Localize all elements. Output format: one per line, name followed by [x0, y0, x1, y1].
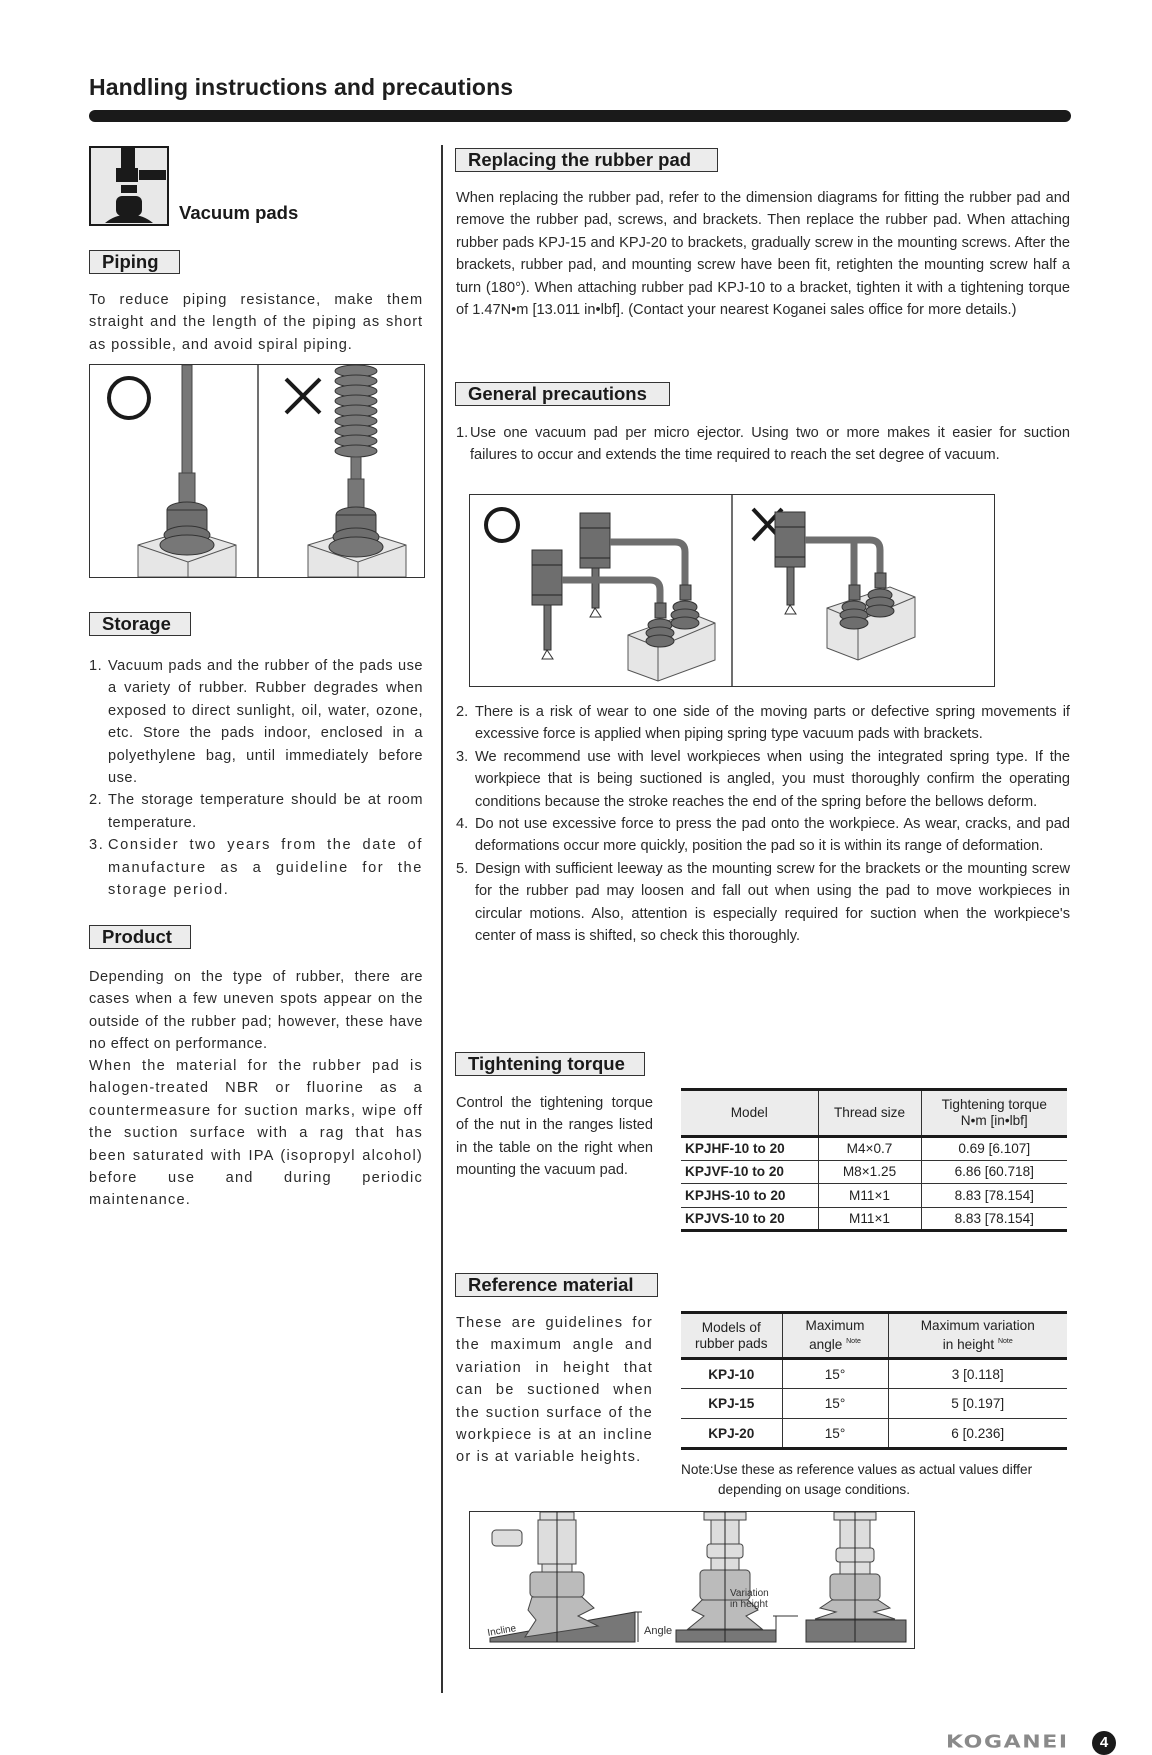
list-item: 4. Do not use excessive force to press the pad onto the workpiece. As wear, cracks, and pad deformations occur more quickly, position the pad so it is within its range of deformation. — [456, 816, 1070, 855]
title-rule — [89, 110, 1071, 122]
col-header-torque: Tightening torque N•m [in•lbf] — [921, 1090, 1067, 1137]
svg-text:Variation: Variation — [730, 1588, 769, 1599]
section-heading-general: General precautions — [455, 382, 670, 406]
svg-text:Incline: Incline — [486, 1623, 517, 1639]
section-heading-storage: Storage — [89, 612, 191, 636]
ejector-figure — [469, 494, 995, 687]
column-divider — [441, 145, 443, 1693]
reference-note: Note:Use these as reference values as actual values differ — [681, 1462, 1033, 1477]
general-list-1 — [456, 422, 1070, 467]
reference-table — [681, 1311, 1067, 1450]
svg-text:in height: in height — [730, 1599, 768, 1610]
section-heading-torque: Tightening torque — [455, 1052, 645, 1076]
incline-height-figure — [469, 1511, 915, 1649]
storage-list — [89, 655, 423, 901]
col-header-models: Models of rubber pads — [681, 1313, 782, 1359]
category-label: Vacuum pads — [179, 202, 299, 223]
page-title: Handling instructions and precautions — [89, 74, 514, 100]
table-row: KPJ-15 15° 5 [0.197] — [681, 1389, 1067, 1419]
list-item: 1. Use one vacuum pad per micro ejector. Using two or more makes it easier for suction failures to occur and extends the time required to reach the set degree of vacuum. — [456, 425, 1070, 464]
reference-text: These are guidelines for the maximum angle and variation in height that can be suctioned when the suction surface of the workpiece is at an incline or is at variable heights. — [456, 1315, 653, 1466]
table-row: KPJHS-10 to 20 M11×1 8.83 [78.154] — [681, 1184, 1067, 1208]
list-item: 3. We recommend use with level workpieces when using the integrated spring type. If the workpiece that is being suctioned is angled, you must thoroughly confirm the operating conditions because the stroke reaches the end of the spring before the bellows deform. — [456, 748, 1070, 810]
product-text-1: Depending on the type of rubber, there are cases when a few uneven spots appear on the outside of the rubber pad; however, these have no effect on performance. — [89, 969, 423, 1053]
page-number: 4 — [1092, 1731, 1116, 1755]
list-item: 5. Design with sufficient leeway as the mounting screw for the brackets or the mounting screw for the rubber pad may loosen and fall out when using the pad to move workpieces in circular motions. Also, attention is especially required for suction when the workpiece's center of mass is shifted, so check this thoroughly. — [456, 860, 1070, 945]
table-row: KPJ-10 15° 3 [0.118] — [681, 1359, 1067, 1389]
product-text-2: When the material for the rubber pad is halogen-treated NBR or fluorine as a countermeasure for suction marks, wipe off the suction surface with a rag that has been saturated with IPA (isopropyl alcohol) before use and during periodic maintenance. — [89, 1058, 423, 1209]
list-item: 2. There is a risk of wear to one side of the moving parts or defective spring movements if excessive force is applied when piping spring type vacuum pads with brackets. — [456, 704, 1070, 743]
svg-text:Angle: Angle — [644, 1625, 673, 1637]
koganei-logo: KOGANEI — [946, 1732, 1069, 1753]
table-row: KPJVF-10 to 20 M8×1.25 6.86 [60.718] — [681, 1160, 1067, 1184]
list-item: 3. Consider two years from the date of manufacture as a guideline for the storage period. — [89, 837, 423, 899]
section-heading-product: Product — [89, 925, 191, 949]
vacuum-pad-icon — [89, 146, 169, 226]
col-header-angle: Maximum angle $^{Note}$ — [782, 1313, 888, 1359]
general-list-2 — [456, 701, 1070, 947]
table-row: KPJVS-10 to 20 M11×1 8.83 [78.154] — [681, 1207, 1067, 1231]
section-heading-replacing: Replacing the rubber pad — [455, 148, 718, 172]
table-row: KPJ-20 15° 6 [0.236] — [681, 1419, 1067, 1449]
replacing-text: When replacing the rubber pad, refer to the dimension diagrams for fitting the rubber pad and remove the rubber pad, screws, and brackets. Then replace the rubber pad. When attaching rubber pads KPJ-15 and KPJ-20 to brackets, gradually screw in the mounting screws. After the brackets, rubber pad, and mounting screw have been fit, retighten the mounting screw half a turn (180°). When attaching rubber pad KPJ-10 to a bracket, tighten it with a tightening torque of 1.47N•m [13.011 in•lbf]. (Contact your nearest Koganei sales office for more details.) — [456, 190, 1070, 319]
col-header-thread: Thread size — [818, 1090, 921, 1137]
piping-text: To reduce piping resistance, make them straight and the length of the piping as short as possible, and avoid spiral piping. — [89, 292, 423, 353]
torque-text: Control the tightening torque of the nut in the ranges listed in the table on the right when mounting the vacuum pad. — [456, 1095, 653, 1179]
good-circle-icon — [486, 509, 518, 541]
torque-table — [681, 1088, 1067, 1232]
section-heading-reference: Reference material — [455, 1273, 658, 1297]
section-heading-piping: Piping — [89, 250, 180, 274]
piping-figure — [89, 364, 425, 578]
col-header-model: Model — [681, 1090, 818, 1137]
reference-note-cont: depending on usage conditions. — [718, 1482, 910, 1497]
list-item: 2. The storage temperature should be at room temperature. — [89, 792, 423, 831]
good-circle-icon — [109, 378, 149, 418]
col-header-variation: Maximum variation in height $^{Note}$ — [888, 1313, 1067, 1359]
table-row: KPJHF-10 to 20 M4×0.7 0.69 [6.107] — [681, 1137, 1067, 1161]
list-item: 1. Vacuum pads and the rubber of the pads use a variety of rubber. Rubber degrades when exposed to direct sunlight, oil, water, ozone, etc. Store the pads indoor, enclosed in a polyethylene bag, until immediately before use. — [89, 658, 423, 787]
